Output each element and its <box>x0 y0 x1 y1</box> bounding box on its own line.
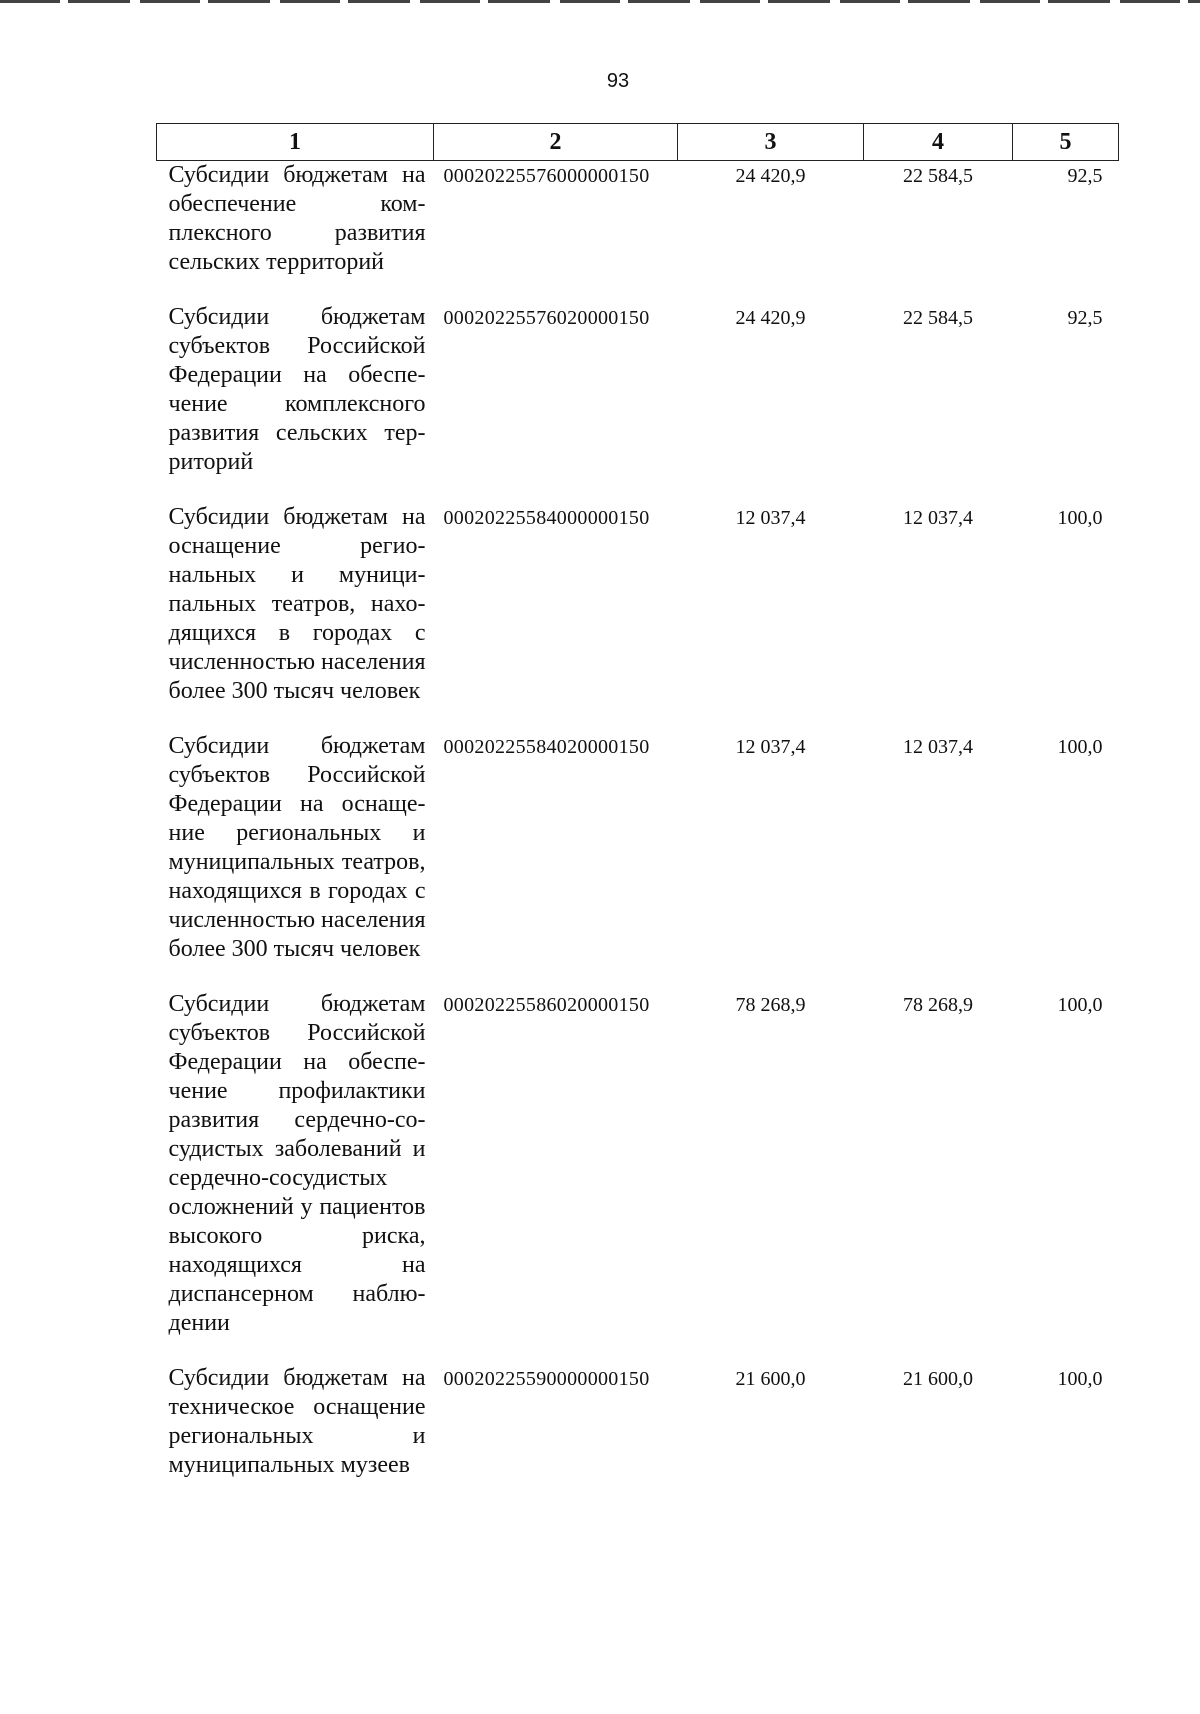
page-number: 93 <box>606 70 630 92</box>
row-col4-value: 21 600,0 <box>903 1368 973 1390</box>
row-col4-value: 22 584,5 <box>903 307 973 329</box>
row-code: 00020225590000000150 <box>443 1368 650 1390</box>
row-col3-value: 24 420,9 <box>735 307 806 329</box>
row-description: Субсидии бюджетам субъектов Российской Федерации на обеспечение комплексного развития сельских территорий <box>168 304 426 475</box>
row-description: Субсидии бюджетам субъектов Российской Федерации на оснащение региональных и муниципальных театров, находящихся в городах с численностью населения более 300 тысяч человек <box>168 733 426 962</box>
row-col4-value: 12 037,4 <box>903 736 973 758</box>
table-row <box>157 503 1119 732</box>
row-description: Субсидии бюджетам субъектов Российской Федерации на обеспечение профилактики развития сердечно-сосудистых заболеваний и сердечно-сосудистых осложнений у пациентов высокого риска, находящихся на диспансерном наблюдении <box>168 991 426 1336</box>
row-code: 00020225576000000150 <box>443 165 650 187</box>
scan-edge-mark <box>0 0 1200 3</box>
table-body <box>157 161 1119 1507</box>
row-col4-value: 78 268,9 <box>903 994 973 1016</box>
row-col5-value: 92,5 <box>1067 307 1103 329</box>
header-col-4: 4 <box>864 124 1013 161</box>
header-col-3: 3 <box>678 124 864 161</box>
row-col5-value: 92,5 <box>1067 165 1103 187</box>
budget-table <box>156 123 1119 1506</box>
row-description: Субсидии бюджетам на оснащение региональных и муниципальных театров, находящихся в городах с численностью населения более 300 тысяч человек <box>168 504 426 704</box>
row-code: 00020225586020000150 <box>443 994 650 1016</box>
row-col5-value: 100,0 <box>1057 507 1103 529</box>
table-row <box>157 1364 1119 1506</box>
table-row <box>157 732 1119 990</box>
row-code: 00020225576020000150 <box>443 307 650 329</box>
header-col-1: 1 <box>157 124 434 161</box>
row-col3-value: 12 037,4 <box>735 736 806 758</box>
row-col4-value: 12 037,4 <box>903 507 973 529</box>
row-col3-value: 78 268,9 <box>735 994 806 1016</box>
row-col5-value: 100,0 <box>1057 736 1103 758</box>
table-row <box>157 161 1119 304</box>
row-col5-value: 100,0 <box>1057 1368 1103 1390</box>
table-header <box>157 124 1119 161</box>
table-row <box>157 990 1119 1364</box>
row-col4-value: 22 584,5 <box>903 165 973 187</box>
row-code: 00020225584020000150 <box>443 736 650 758</box>
table-row <box>157 303 1119 503</box>
row-col3-value: 24 420,9 <box>735 165 806 187</box>
row-col5-value: 100,0 <box>1057 994 1103 1016</box>
row-description: Субсидии бюджетам на обеспечение комплексного развития сельских территорий <box>168 162 426 275</box>
row-col3-value: 12 037,4 <box>735 507 806 529</box>
row-code: 00020225584000000150 <box>443 507 650 529</box>
header-col-5: 5 <box>1013 124 1119 161</box>
header-row <box>157 124 1119 161</box>
header-col-2: 2 <box>434 124 678 161</box>
row-description: Субсидии бюджетам на техническое оснащение региональных и муниципальных музеев <box>168 1365 426 1478</box>
row-col3-value: 21 600,0 <box>735 1368 806 1390</box>
